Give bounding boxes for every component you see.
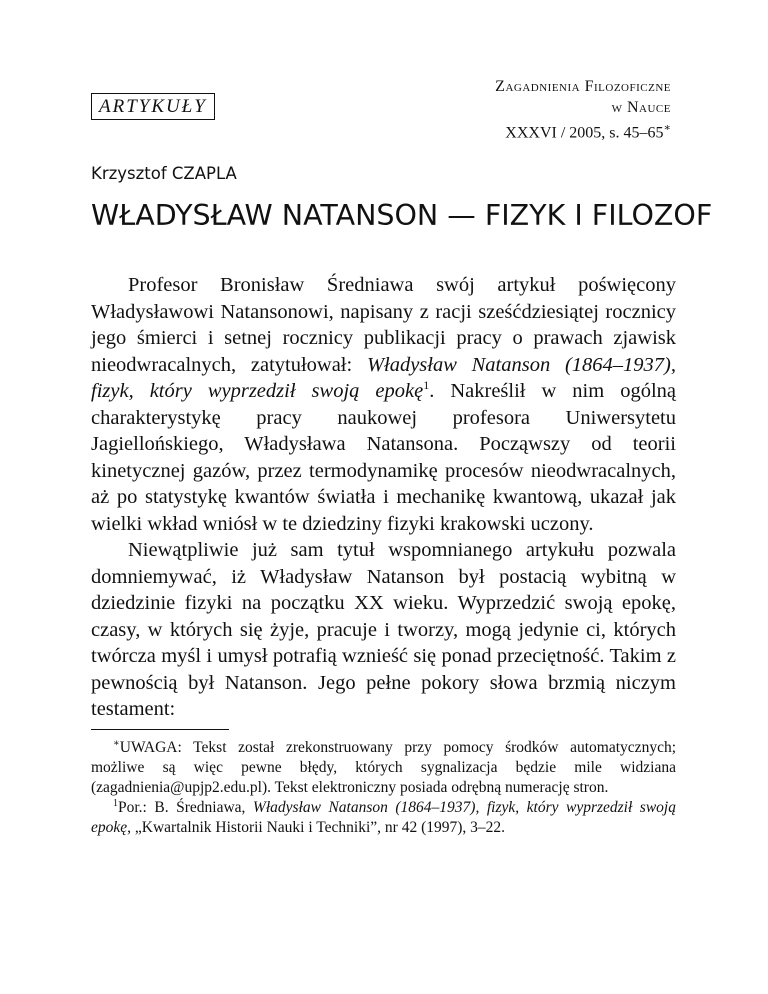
footnote-1-text-b: , „Kwartalnik Historii Nauki i Techniki”, nr 42 (1997), 3–22.: [127, 819, 506, 836]
journal-name-line2: w Nauce: [611, 99, 671, 116]
footnote-note-mark: ∗: [113, 737, 120, 749]
footnote-ref-1[interactable]: 1: [423, 378, 430, 393]
footnote-1: [91, 798, 676, 838]
paragraph-1: [91, 272, 676, 537]
journal-issue-text: XXXVI / 2005, s. 45–65: [505, 124, 664, 142]
cited-title: Władysław Natanson (1864–1937), fizyk, który wyprzedził swoją epokę: [91, 353, 676, 402]
footnotes: [91, 738, 676, 838]
journal-name-line1: Zagadnienia Filozoficzne: [495, 78, 671, 95]
section-label: ARTYKUŁY: [91, 93, 215, 120]
paragraph-1-text-a: Profesor Bronisław Średniawa swój artykuł poświęcony Władysławowi Natansonowi, napisany z racji sześćdziesiątej rocznicy jego śmierci i setnej rocznicy publikacji pracy o prawach zjawisk nieodwracalnych, zatytułował:: [91, 274, 676, 376]
article-title: WŁADYSŁAW NATANSON — FIZYK I FILOZOF: [91, 199, 713, 232]
journal-header: [495, 76, 671, 143]
author-name: Krzysztof CZAPLA: [91, 164, 237, 183]
footnote-1-mark: 1: [113, 797, 118, 809]
paragraph-1-text-b: . Nakreślił w nim ogólną charakterystykę pracy naukowej profesora Uniwersytetu Jagiellońskiego, Władysława Natansona. Począwszy od teorii kinetycznej gazów, przez termodynamikę procesów nieodwracalnych, aż po statystykę kwantów światła i mechanikę kwantową, ukazał jak wielki wkład wniósł w te dziedziny fizyki krakowski uczony.: [91, 380, 677, 535]
journal-issue-mark: ∗: [663, 122, 671, 134]
footnote-note: [91, 738, 676, 798]
journal-issue: [495, 118, 671, 143]
footnote-1-text-a: Por.: B. Średniawa,: [118, 799, 253, 816]
paragraph-2: Niewątpliwie już sam tytuł wspomnianego artykułu pozwala domniemywać, iż Władysław Natanson był postacią wybitną w dziedzinie fizyki na początku XX wieku. Wyprzedzić swoją epokę, czasy, w których się żyje, pracuje i tworzy, mogą jedynie ci, których twórcza myśl i umysł potrafią wznieść się ponad przeciętność. Takim z pewnością był Natanson. Jego pełne pokory słowa brzmią niczym testament:: [91, 539, 676, 720]
footnote-note-text: UWAGA: Tekst został zrekonstruowany przy pomocy środków automatycznych; możliwe są więc pewne błędy, których sygnalizacja będzie mile widziana (zagadnienia@upjp2.edu.pl). Tekst elektroniczny posiada odrębną numerację stron.: [91, 739, 676, 796]
article-body: [91, 272, 676, 723]
footnote-1-cited-title: Władysław Natanson (1864–1937), fizyk, który wyprzedził swoją epokę: [91, 799, 676, 836]
footnote-rule: [91, 729, 229, 730]
